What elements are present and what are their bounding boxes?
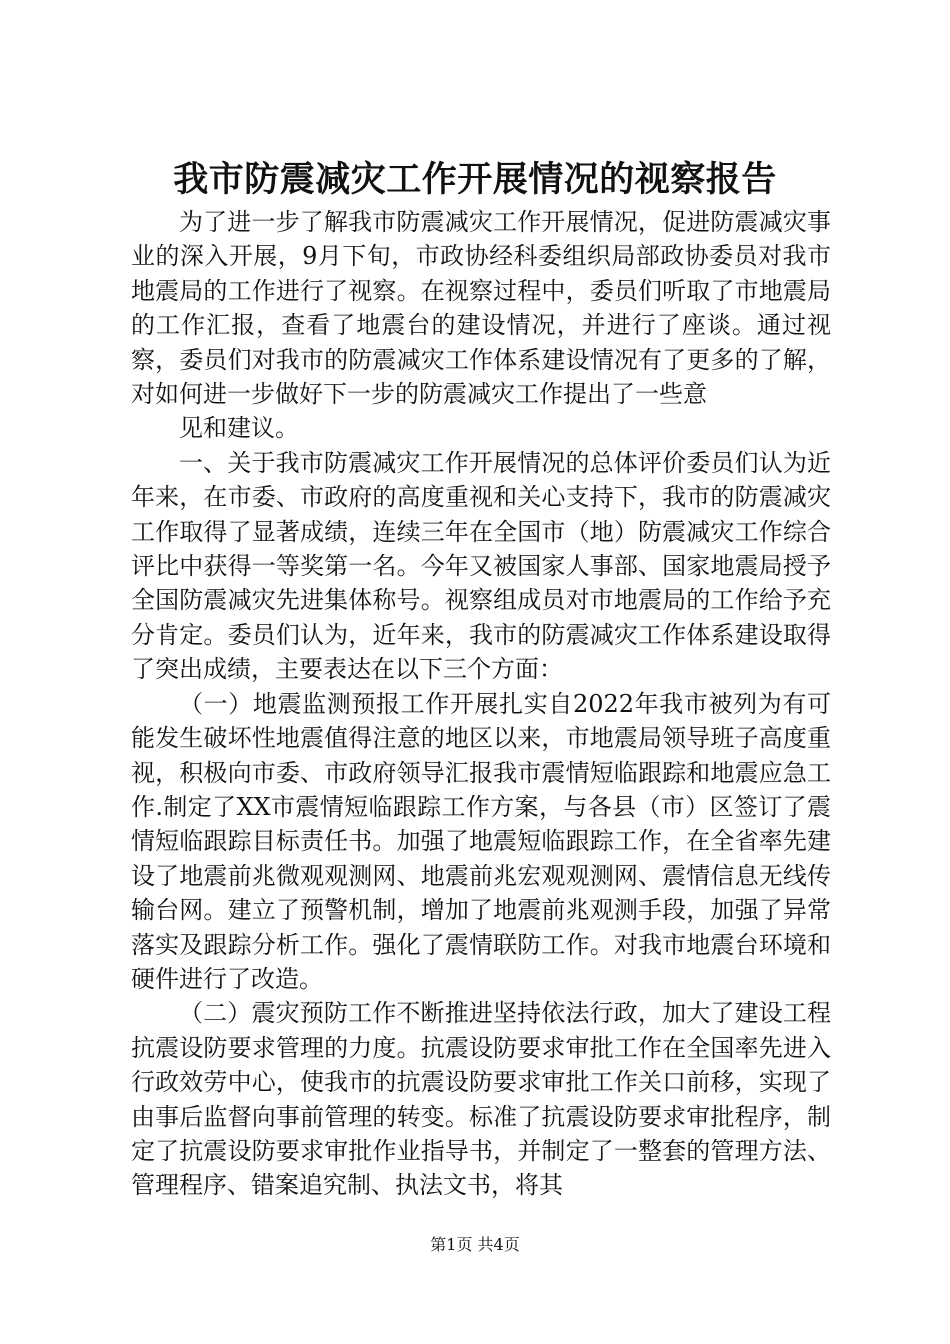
paragraph-intro: 为了进一步了解我市防震减灾工作开展情况，促进防震减灾事业的深入开展，9月下旬，市政协经科委组织局部政协委员对我市地震局的工作进行了视察。在视察过程中，委员们听取了市地震局的工作汇报，查看了地震台的建设情况，并进行了座谈。通过视察，委员们对我市的防震减灾工作体系建设情况有了更多的了解，对如何进一步做好下一步的防震减灾工作提出了一些意 <box>131 208 831 409</box>
paragraph-subsection-two: （二）震灾预防工作不断推进坚持依法行政，加大了建设工程抗震设防要求管理的力度。抗震设防要求审批工作在全国率先进入行政效劳中心，使我市的抗震设防要求审批工作关口前移，实现了由事后监督向事前管理的转变。标准了抗震设防要求审批程序，制定了抗震设防要求审批作业指导书，并制定了一整套的管理方法、管理程序、错案追究制、执法文书，将其 <box>131 999 831 1200</box>
paragraph-intro-continued: 见和建议。 <box>179 414 299 443</box>
page-title: 我市防震减灾工作开展情况的视察报告 <box>173 160 777 200</box>
paragraph-subsection-one: （一）地震监测预报工作开展扎实自2022年我市被列为有可能发生破坏性地震值得注意的地区以来，市地震局领导班子高度重视，积极向市委、市政府领导汇报我市震情短临跟踪和地震应急工作.制定了XX市震情短临跟踪工作方案，与各县（市）区签订了震情短临跟踪目标责任书。加强了地震短临跟踪工作，在全省率先建设了地震前兆微观观测网、地震前兆宏观观测网、震情信息无线传输台网。建立了预警机制，增加了地震前兆观测手段，加强了异常落实及跟踪分析工作。强化了震情联防工作。对我市地震台环境和硬件进行了改造。 <box>131 689 831 993</box>
document-body <box>131 205 831 1203</box>
page-footer: 第1页 共4页 <box>430 1235 520 1254</box>
paragraph-section-one: 一、关于我市防震减灾工作开展情况的总体评价委员们认为近年来，在市委、市政府的高度重视和关心支持下，我市的防震减灾工作取得了显著成绩，连续三年在全国市（地）防震减灾工作综合评比中获得一等奖第一名。今年又被国家人事部、国家地震局授予全国防震减灾先进集体称号。视察组成员对市地震局的工作给予充分肯定。委员们认为，近年来，我市的防震减灾工作体系建设取得了突出成绩，主要表达在以下三个方面： <box>131 448 831 684</box>
